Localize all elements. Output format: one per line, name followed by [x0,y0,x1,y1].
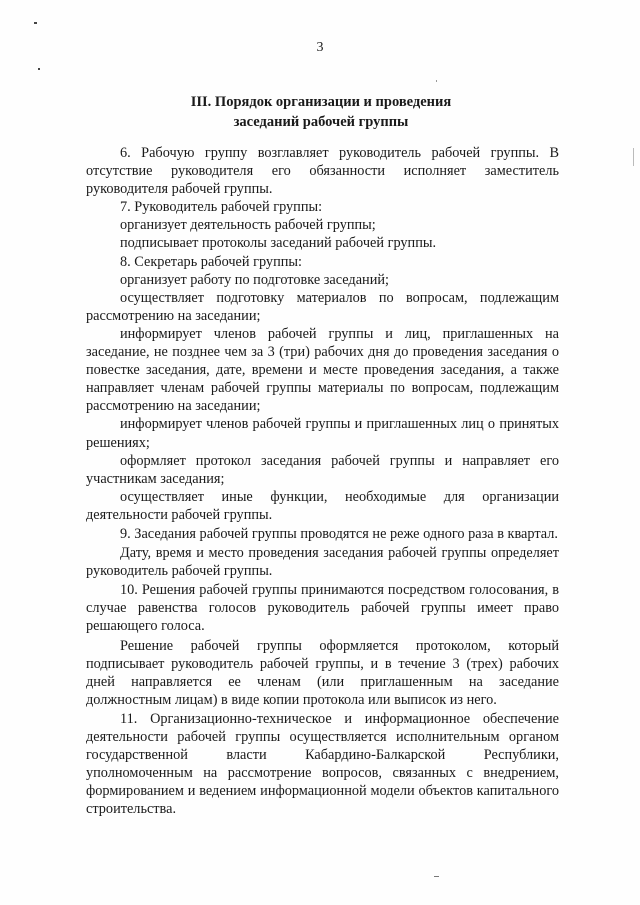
paragraph-8-item-2: осуществляет подготовку материалов по вопросам, подлежащим рассмотрению на заседании; [86,289,559,324]
paragraph-8-item-3: информирует членов рабочей группы и лиц, приглашенных на заседание, не позднее чем за 3 (три) рабочих дня до проведения заседания о повестке заседания, дате, времени и месте проведения заседания, а также направляет членам рабочей группы материалы по вопросам, подлежащим рассмотрению на заседании; [86,325,559,415]
paragraph-8-item-1: организует работу по подготовке заседаний; [120,271,389,288]
section-heading-line-1: III. Порядок организации и проведения [190,94,452,110]
paragraph-9-note: Дату, время и место проведения заседания рабочей группы определяет руководитель рабочей группы. [86,545,559,580]
section-heading-line-2: заседаний рабочей группы [233,114,409,130]
scan-speck [34,22,37,24]
paragraph-8: 8. Секретарь рабочей группы: [120,253,302,270]
paragraph-10: 10. Решения рабочей группы принимаются посредством голосования, в случае равенства голосов руководитель рабочей группы имеет право решающего голоса. [86,582,559,635]
section-heading [86,92,556,132]
paragraph-7-item-2: подписывает протоколы заседаний рабочей группы. [120,235,437,252]
paragraph-8-item-5: оформляет протокол заседания рабочей группы и направляет его участникам заседания; [86,452,559,487]
scan-speck [434,876,439,877]
paragraph-6: 6. Рабочую группу возглавляет руководитель рабочей группы. В отсутствие руководителя его обязанности исполняет заместитель руководителя рабочей группы. [86,145,559,198]
scan-edge-shadow [633,148,634,166]
document-body [86,144,559,818]
scan-speck [38,68,40,70]
paragraph-7-item-1: организует деятельность рабочей группы; [120,217,376,234]
paragraph-7: 7. Руководитель рабочей группы: [120,199,323,216]
paragraph-10-note: Решение рабочей группы оформляется протоколом, который подписывает руководитель рабочей группы, и в течение 3 (трех) рабочих дней направляется ее членам (или приглашенным на заседание должностным лицам) в виде копии протокола или выписок из него. [86,637,559,708]
paragraph-11: 11. Организационно-техническое и информационное обеспечение деятельности рабочей группы осуществляется исполнительным органом государственной власти Кабардино-Балкарской Республики, уполномоченным на рассмотрение вопросов, связанных с внедрением, формированием и ведением информационной модели объектов капитального строительства. [86,710,559,818]
paragraph-8-item-4: информирует членов рабочей группы и приглашенных лиц о принятых решениях; [86,416,559,451]
paragraph-9: 9. Заседания рабочей группы проводятся не реже одного раза в квартал. [120,525,558,542]
page-number: 3 [316,40,324,55]
scan-speck [436,80,437,82]
paragraph-8-item-6: осуществляет иные функции, необходимые для организации деятельности рабочей группы. [86,488,559,523]
